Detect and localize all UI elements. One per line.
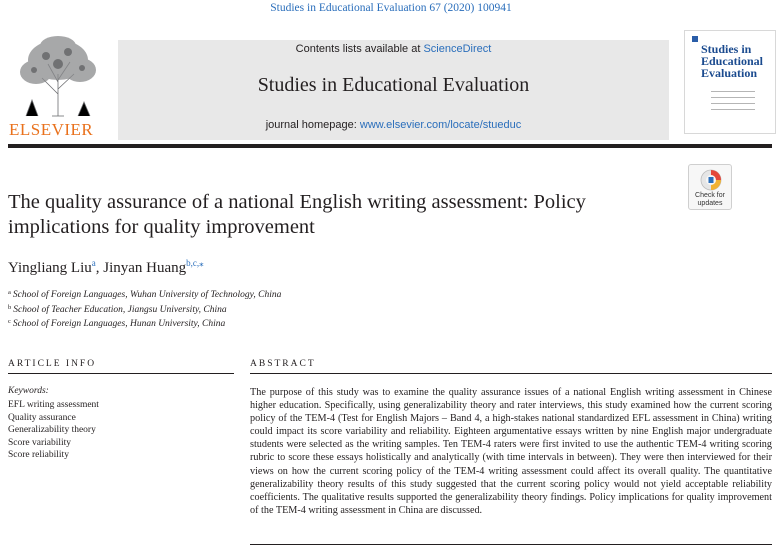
affiliation-text: School of Foreign Languages, Wuhan University of Technology, China <box>12 290 282 300</box>
cover-mark <box>692 36 698 42</box>
affiliation-marker: b <box>8 303 12 311</box>
elsevier-logo[interactable] <box>8 30 111 138</box>
keyword-item: EFL writing assessment <box>8 400 99 410</box>
check-for-updates-badge[interactable] <box>688 164 732 210</box>
header-rule <box>8 144 772 148</box>
badge-line-2: updates <box>697 200 723 207</box>
affiliation-item <box>8 302 281 317</box>
keywords-label: Keywords: <box>8 386 49 396</box>
author-affiliation-link[interactable]: b,c,⁎ <box>186 258 204 268</box>
author-affiliation-link[interactable]: a <box>91 258 96 268</box>
author-name[interactable]: Jinyan Huang <box>103 260 187 276</box>
journal-citation-link[interactable]: Studies in Educational Evaluation 67 (2020) 100941 <box>270 2 512 14</box>
abstract-heading: ABSTRACT <box>250 359 316 369</box>
abstract-bottom-rule <box>250 544 772 545</box>
homepage-prefix: journal homepage: <box>265 119 360 131</box>
publisher-wordmark: ELSEVIER <box>9 120 94 139</box>
keyword-item: Score variability <box>8 437 72 448</box>
sciencedirect-link[interactable]: ScienceDirect <box>423 43 492 55</box>
journal-title: Studies in Educational Evaluation <box>257 74 530 96</box>
affiliation-text: School of Foreign Languages, Hunan University, China <box>12 319 226 329</box>
journal-citation[interactable] <box>0 2 782 14</box>
article-title: The quality assurance of a national English writing assessment: Policy implications for quality improvement <box>8 191 586 238</box>
keyword-list <box>8 399 99 462</box>
author-separator: , <box>95 260 104 276</box>
badge-line-1: Check for <box>695 192 725 199</box>
article-info-rule <box>8 373 234 374</box>
article-info-heading: ARTICLE INFO <box>8 359 97 369</box>
cover-title: Studies in Educational Evaluation <box>701 42 764 80</box>
author-list <box>8 258 204 277</box>
contents-line <box>118 43 669 55</box>
check-for-updates-icon <box>700 169 722 191</box>
affiliation-marker: a <box>8 289 11 296</box>
abstract-text: The purpose of this study was to examine the quality assurance issues of a national English writing assessment in Chinese higher education. Specifically, using generalizability theory and rater interviews, this study examined how the current scoring policy of the TEM-4 (Test for English Majors – Band 4, a high-stakes national standardized EFL assessment in China) writing could impact its score variability and reliability. Eighteen argumentative essays written by nine English major undergraduate students were selected as the writing samples. Ten TEM-4 raters were first invited to use the authentic TEM-4 writing scoring rubric to score these essays holistically and analytically (with time intervals in between). They were then interviewed for their views on how the current scoring policy of the TEM-4 writing assessment could affect its overall quality. The quantitative generalizability theory results of this study suggested that the current scoring policy would not yield acceptable reliability coefficients. The qualitative results supported the generalizability theory findings. Policy implications for quality improvement of the TEM-4 writing assessment in China are discussed. <box>250 387 772 516</box>
journal-banner <box>118 40 669 140</box>
affiliation-item <box>8 287 281 302</box>
keyword-item: Quality assurance <box>8 412 76 423</box>
affiliation-item <box>8 316 281 331</box>
journal-homepage-link[interactable]: www.elsevier.com/locate/stueduc <box>359 119 522 131</box>
homepage-line <box>118 119 669 131</box>
contents-prefix: Contents lists available at <box>295 43 424 55</box>
badge-label <box>689 192 731 208</box>
journal-cover-thumbnail[interactable] <box>684 30 776 134</box>
elsevier-tree-icon <box>12 34 104 118</box>
abstract-rule <box>250 373 772 374</box>
keyword-item: Score reliability <box>8 450 69 460</box>
affiliation-list <box>8 287 281 331</box>
author-name[interactable]: Yingliang Liu <box>8 260 92 276</box>
affiliation-marker: c <box>8 318 11 325</box>
masthead <box>8 30 772 142</box>
affiliation-text: School of Teacher Education, Jiangsu University, China <box>13 304 227 315</box>
cover-lines <box>711 91 755 115</box>
keyword-item: Generalizability theory <box>8 425 96 435</box>
